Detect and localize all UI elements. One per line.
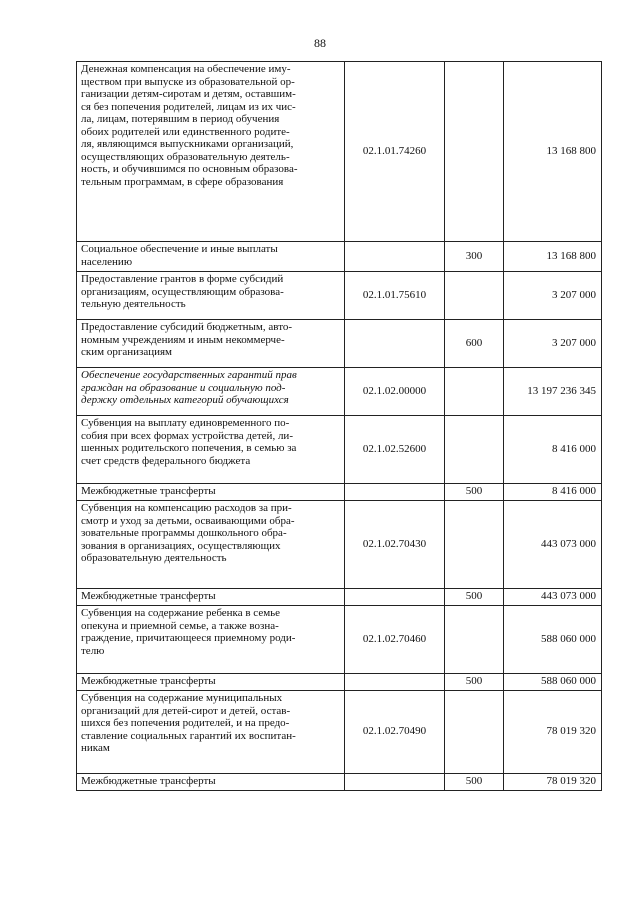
row-code [345,674,445,691]
row-type [445,368,504,416]
row-name-cell [77,416,345,484]
table-row [77,691,602,774]
row-amount: 13 168 800 [504,242,602,272]
table-row [77,416,602,484]
row-name: Предоставление субсидий бюджетным, авто- номным учреждениям и иным некоммерче- ским организациям [81,321,293,358]
row-code [345,242,445,272]
row-name: Социальное обеспечение и иные выплаты населению [81,243,278,268]
row-code [345,774,445,791]
budget-table [76,61,602,791]
row-name: Субвенция на содержание муниципальных организаций для детей-сирот и детей, остав- шихся без попечения родителей, и на предо- ставление социальных гарантий их воспитан- никам [81,692,296,754]
row-amount: 588 060 000 [504,674,602,691]
row-code: 02.1.02.70460 [345,606,445,674]
row-name-cell [77,501,345,589]
row-code: 02.1.01.75610 [345,272,445,320]
row-code [345,484,445,501]
row-name: Предоставление грантов в форме субсидий организациям, осуществляющим образова- тельную деятельность [81,273,284,310]
row-name-cell [77,484,345,501]
row-amount: 8 416 000 [504,484,602,501]
row-code [345,320,445,368]
row-name: Межбюджетные трансферты [81,485,216,497]
row-type [445,691,504,774]
row-amount: 588 060 000 [504,606,602,674]
row-type: 500 [445,484,504,501]
row-type: 500 [445,589,504,606]
table-row [77,242,602,272]
row-type [445,501,504,589]
row-type: 300 [445,242,504,272]
row-type: 500 [445,774,504,791]
row-code: 02.1.02.00000 [345,368,445,416]
table-row [77,501,602,589]
row-name: Субвенция на выплату единовременного по- собия при всех формах устройства детей, ли- шенных родительского попечения, в семью за счет средств федерального бюджета [81,417,297,467]
row-type: 600 [445,320,504,368]
row-code: 02.1.02.70490 [345,691,445,774]
row-name: Субвенция на компенсацию расходов за при- смотр и уход за детьми, осваивающими обра- зовательные программы дошкольного обра- зования в организациях, осуществляющих образовательную деятельность [81,502,295,564]
row-type [445,416,504,484]
row-name-cell [77,589,345,606]
table-row [77,674,602,691]
page-number: 88 [314,36,326,50]
row-type [445,62,504,242]
row-name-cell [77,62,345,242]
row-name: Субвенция на содержание ребенка в семье опекуна и приемной семье, а также возна- граждение, причитающееся приемному роди- телю [81,607,296,657]
table-row [77,272,602,320]
row-name-cell [77,691,345,774]
row-name-cell [77,242,345,272]
row-amount: 3 207 000 [504,320,602,368]
row-amount: 443 073 000 [504,589,602,606]
table-row [77,589,602,606]
row-amount: 3 207 000 [504,272,602,320]
table-row [77,484,602,501]
row-name-cell [77,320,345,368]
row-name: Межбюджетные трансферты [81,775,216,787]
table-row [77,606,602,674]
row-amount: 78 019 320 [504,691,602,774]
row-amount: 13 168 800 [504,62,602,242]
row-name: Межбюджетные трансферты [81,675,216,687]
table-row [77,320,602,368]
row-name: Денежная компенсация на обеспечение иму- ществом при выпуске из образовательной ор- ганизации детям-сиротам и детям, оставшим- ся без попечения родителей, лицам из их чис- ла, лицам, потерявшим в период обучения обоих родителей или единственного родите- ля, являющимся выпускниками организаций, осуществляющих образовательную деятель- ность, и обучившимся по основным образова- тельным программам, в сфере образования [81,63,298,188]
row-code: 02.1.01.74260 [345,62,445,242]
row-name-cell [77,368,345,416]
row-amount: 443 073 000 [504,501,602,589]
row-amount: 13 197 236 345 [504,368,602,416]
row-name-cell [77,606,345,674]
row-code [345,589,445,606]
row-name-cell [77,774,345,791]
row-type: 500 [445,674,504,691]
row-code: 02.1.02.70430 [345,501,445,589]
row-name: Межбюджетные трансферты [81,590,216,602]
table-row [77,62,602,242]
row-name: Обеспечение государственных гарантий прав граждан на образование и социальную под- держку отдельных категорий обучающихся [81,369,297,406]
row-amount: 8 416 000 [504,416,602,484]
row-amount: 78 019 320 [504,774,602,791]
row-type [445,272,504,320]
row-name-cell [77,272,345,320]
table-row [77,368,602,416]
row-code: 02.1.02.52600 [345,416,445,484]
row-name-cell [77,674,345,691]
row-type [445,606,504,674]
table-row [77,774,602,791]
